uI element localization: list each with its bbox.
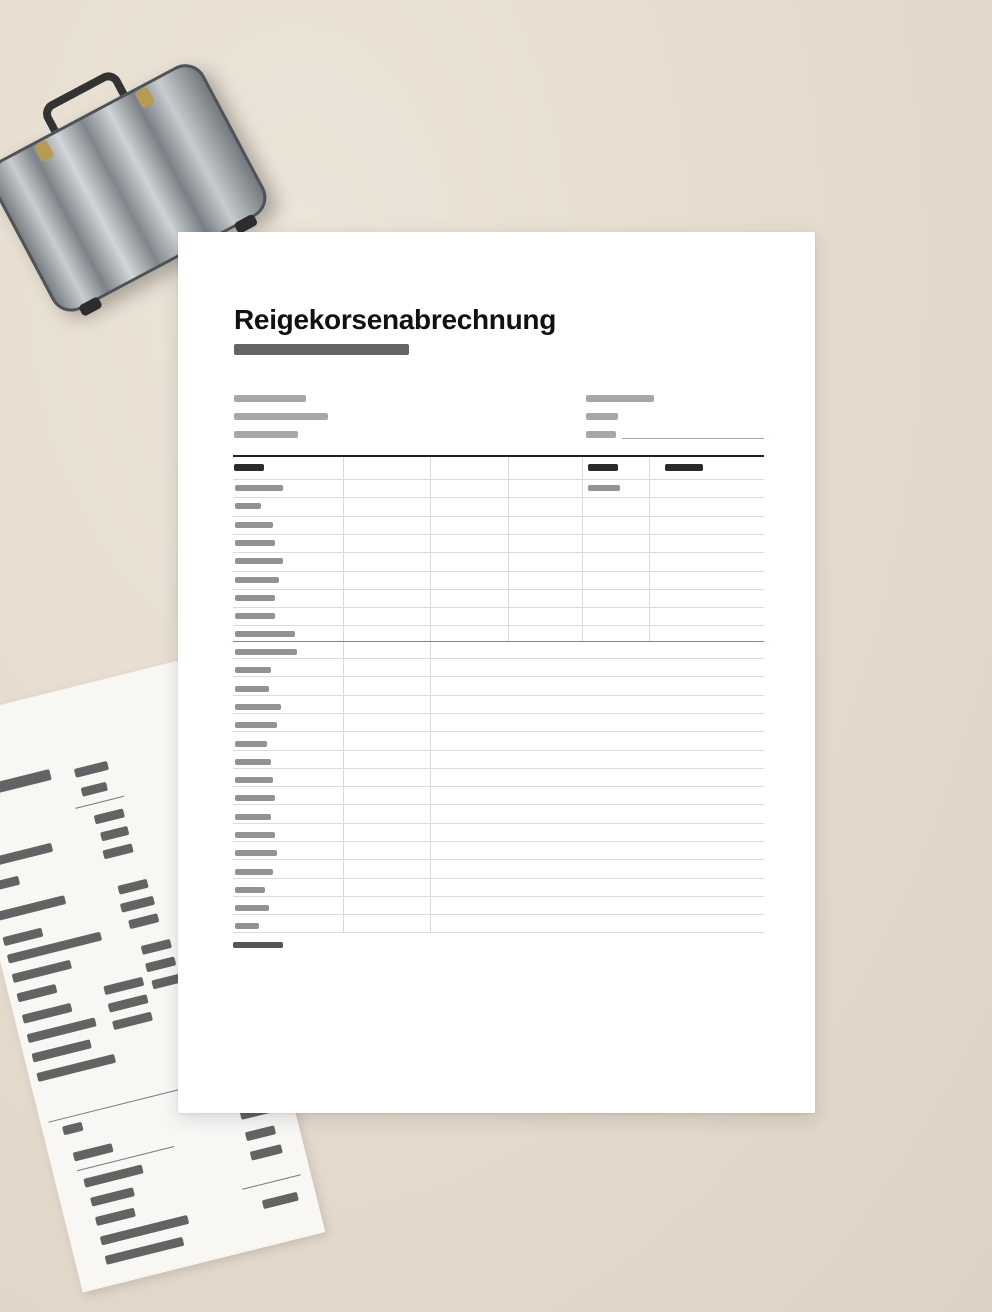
- table-footer-label: [233, 942, 283, 948]
- row-label: [235, 686, 269, 692]
- row-label: [235, 595, 275, 601]
- row-label: [235, 704, 281, 710]
- row-label: [235, 759, 271, 765]
- row-label: [235, 577, 279, 583]
- row-label: [235, 558, 283, 564]
- row-label: [235, 923, 259, 929]
- meta-field: [586, 431, 616, 438]
- row-label: [235, 503, 261, 509]
- signature-line: [622, 438, 764, 439]
- row-label: [235, 667, 271, 673]
- row-label: [235, 814, 271, 820]
- table-header: [588, 464, 618, 471]
- meta-field: [234, 431, 298, 438]
- row-label: [235, 905, 269, 911]
- row-label: [235, 777, 273, 783]
- row-label: [235, 613, 275, 619]
- row-value: [588, 485, 620, 491]
- meta-field: [234, 395, 306, 402]
- row-label: [235, 869, 273, 875]
- row-label: [235, 887, 265, 893]
- row-label: [235, 741, 267, 747]
- meta-field: [586, 413, 618, 420]
- row-label: [235, 631, 295, 637]
- expense-form-sheet: [178, 232, 815, 1113]
- row-label: [235, 540, 275, 546]
- row-label: [235, 722, 277, 728]
- meta-field: [234, 413, 328, 420]
- row-label: [235, 485, 283, 491]
- document-subtitle: [234, 344, 409, 355]
- expense-table: [233, 455, 764, 935]
- row-label: [235, 649, 297, 655]
- table-header: [234, 464, 264, 471]
- row-label: [235, 795, 275, 801]
- table-header: [665, 464, 703, 471]
- document-title: Reigekorsenabrechnung: [234, 304, 557, 335]
- row-label: [235, 850, 277, 856]
- meta-field: [586, 395, 654, 402]
- row-label: [235, 832, 275, 838]
- row-label: [235, 522, 273, 528]
